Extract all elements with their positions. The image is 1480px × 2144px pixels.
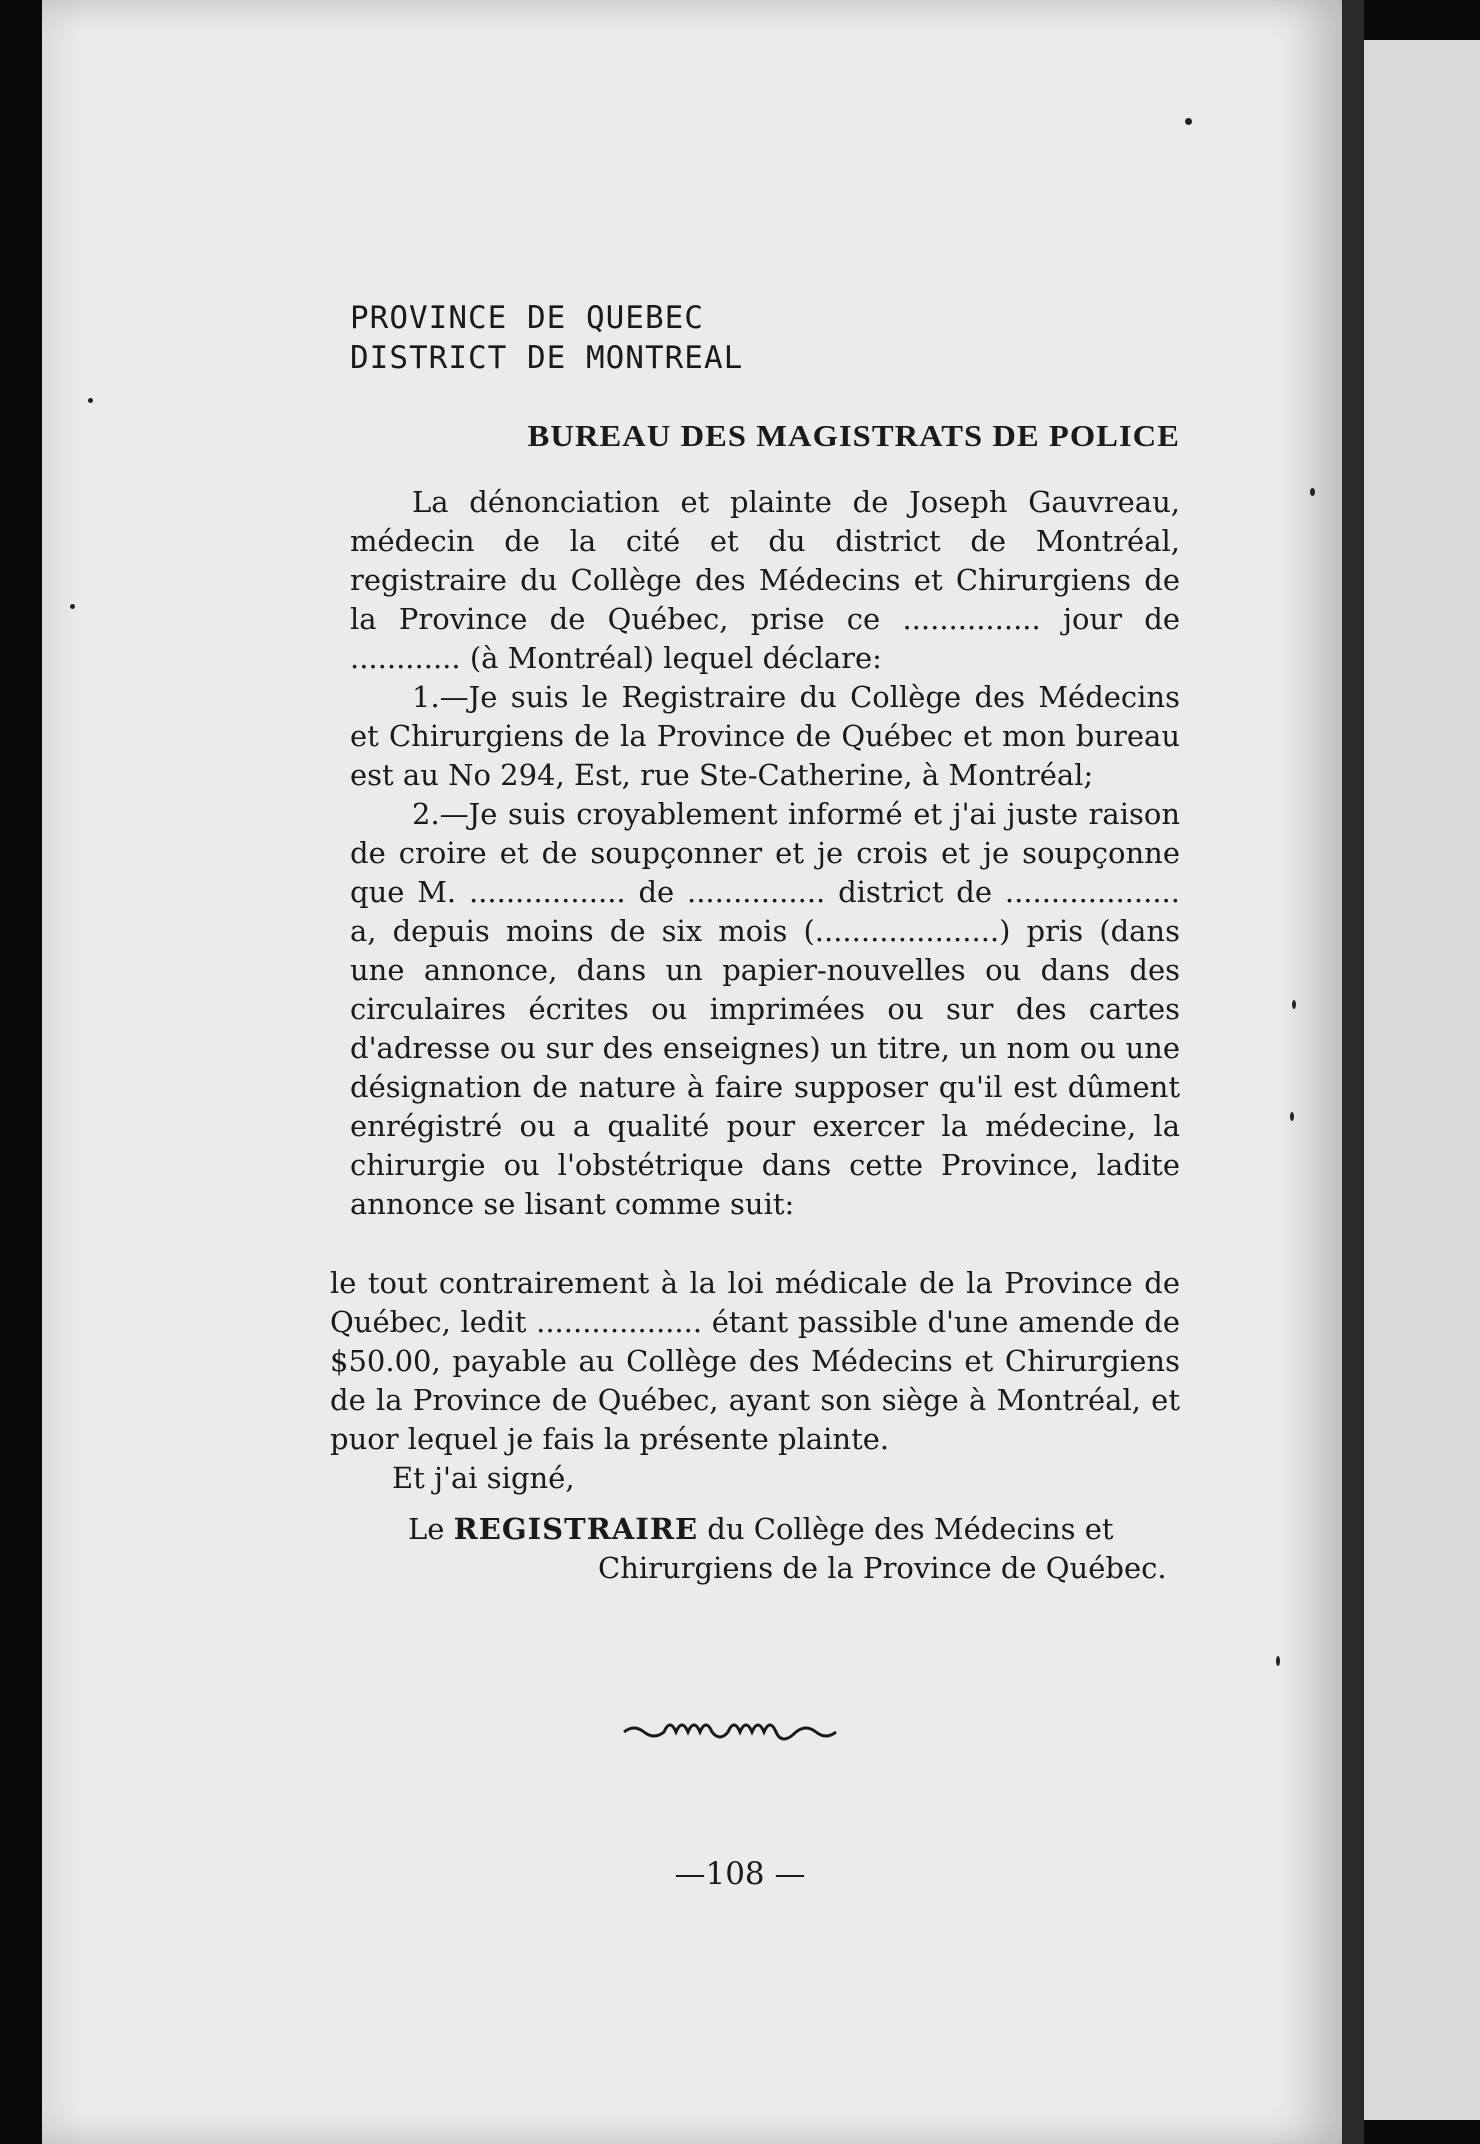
signed-line: Et j'ai signé, [392,1461,575,1495]
dust-speck [1276,1656,1280,1666]
signature-title: REGISTRAIRE [453,1512,699,1546]
blank-space [350,1224,1180,1264]
adjacent-page [1364,40,1480,2120]
page-number: —108 — [674,1856,806,1892]
dust-speck [1292,1000,1296,1009]
dust-speck [1310,488,1315,496]
dust-speck [1185,118,1192,125]
paragraph-conclusion: le tout contrairement à la loi médicale de la Province de Québec, ledit .................. étant passible d'une amende de $50.00, payable au Collège des Médecins et Chirurgiens de la Province de Québec, ayant son siège à Montréal, et puor lequel je fais la présente plainte. [330,1266,1180,1456]
province-heading: PROVINCE DE QUEBEC [350,300,704,336]
ornament-flourish [620,1708,860,1752]
paragraph-item-2: 2.—Je suis croyablement informé et j'ai juste raison de croire et de soupçonner et je crois et je soupçonne que M. ................. de ............... district de ................... a, depuis moins de six mois (....................) pris (dans une annonce, dans un papier-nouvelles ou dans des circulaires écrites ou imprimées ou sur des cartes d'adresse ou sur des enseignes) un titre, un nom ou une désignation de nature à faire supposer qu'il est dûment enrégistré ou a qualité pour exercer la médecine, la chirurgie ou l'obstétrique dans cette Province, ladite annonce se lisant comme suit: [350,797,1180,1221]
paragraph-item-1: 1.—Je suis le Registraire du Collège des Médecins et Chirurgiens de la Province de Québec et mon bureau est au No 294, Est, rue Ste-Catherine, à Montréal; [350,680,1180,792]
signature-prefix: Le [408,1512,445,1546]
dust-speck [88,398,93,403]
district-heading: DISTRICT DE MONTREAL [350,340,744,376]
paragraph-denonciation: La dénonciation et plainte de Joseph Gauvreau, médecin de la cité et du district de Montréal, registraire du Collège des Médecins et Chirurgiens de la Province de Québec, prise ce ............... jour de ............ (à Montréal) lequel déclare: [350,485,1180,675]
signature-line-1 [408,1510,1180,1549]
signature-line-2: Chirurgiens de la Province de Québec. [598,1551,1167,1585]
signature-rest: du Collège des Médecins et [707,1512,1114,1546]
book-binding-edge [1342,0,1364,2144]
page-content [330,298,1180,1588]
dust-speck [1290,1112,1294,1121]
dust-speck [70,604,75,609]
bureau-title: BUREAU DES MAGISTRATS DE POLICE [527,418,1180,453]
